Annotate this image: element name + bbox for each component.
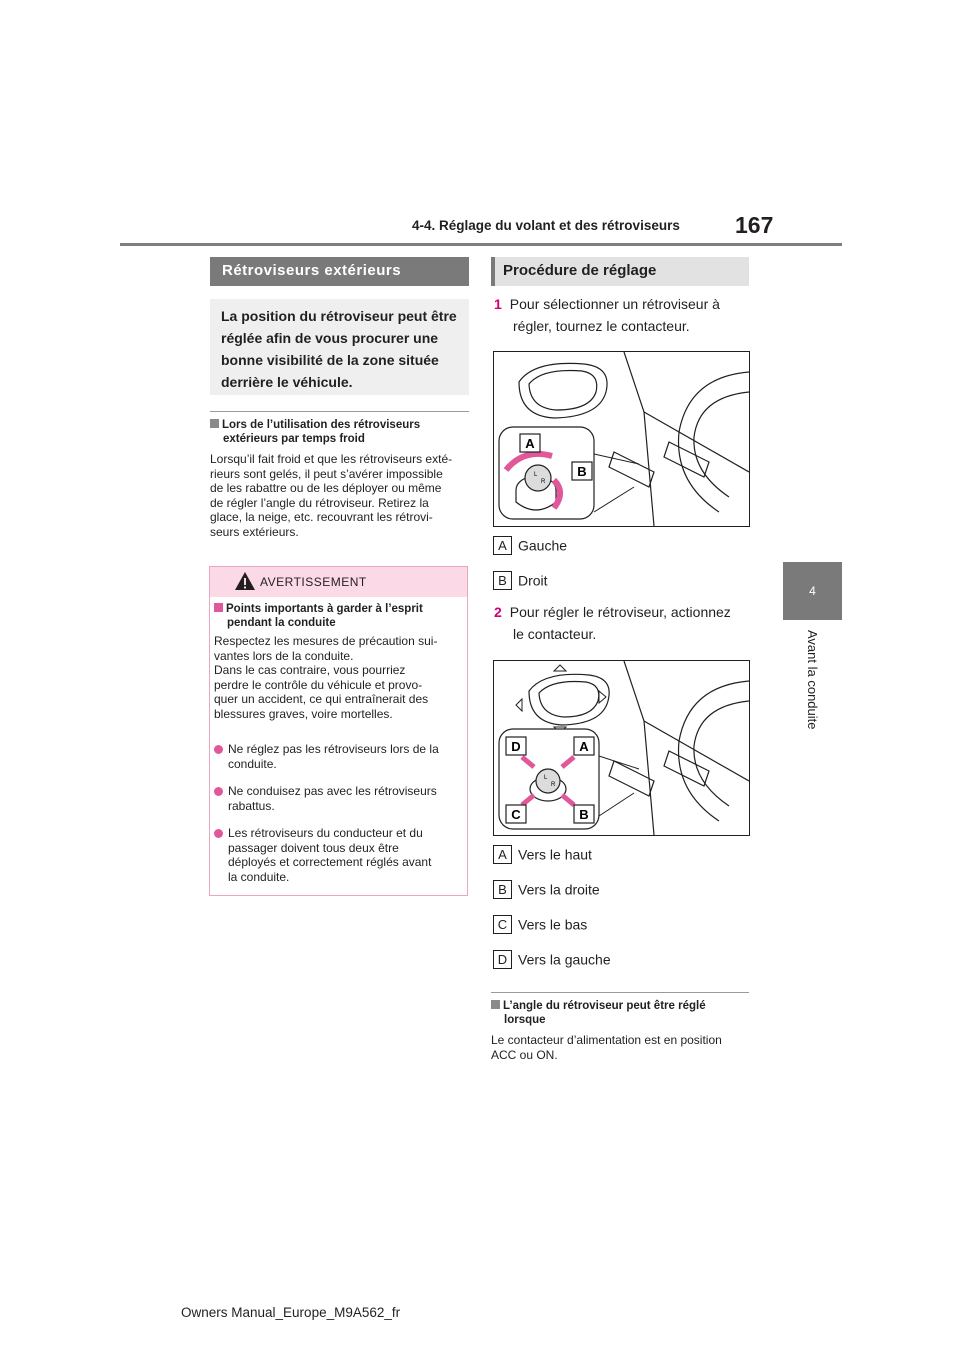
mirror-select-illustration xyxy=(493,351,750,527)
intro-box xyxy=(210,299,469,395)
switch-R-mark: R xyxy=(541,479,546,485)
intro-text: La position du rétroviseur peut être réglée afin de vous procurer une bonne visibilité de la zone située derrière le véhicule. xyxy=(221,308,457,390)
warning-header xyxy=(210,567,467,597)
angle-note-text: Le contacteur d’alimentation est en position ACC ou ON. xyxy=(491,1033,722,1062)
legend-item-B: B Vers la droite xyxy=(493,880,600,899)
square-bullet-icon xyxy=(210,419,219,428)
label-C: C xyxy=(511,807,521,822)
warning-bullet: Ne conduisez pas avec les rétroviseurs rabattus. xyxy=(214,784,464,813)
divider xyxy=(210,411,469,412)
mirror-adjust-diagram xyxy=(494,661,749,835)
legend-item-A: A Gauche xyxy=(493,536,567,555)
warning-subtitle: Points importants à garder à l’esprit pendant la conduite xyxy=(214,602,464,630)
bullet-dot-icon xyxy=(214,787,223,796)
switch-L-mark: L xyxy=(544,775,548,781)
label-A: A xyxy=(525,436,535,451)
square-bullet-icon xyxy=(214,603,223,612)
section-title: 4-4. Réglage du volant et des rétroviseurs xyxy=(412,218,680,233)
step-1: 1 Pour sélectionner un rétroviseur à régler, tournez le contacteur. xyxy=(494,296,720,334)
mirrors-heading-text: Rétroviseurs extérieurs xyxy=(222,262,402,279)
warning-bullet: Les rétroviseurs du conducteur et du passager doivent tous deux être déployés et correctement réglés avant la conduite. xyxy=(214,826,464,884)
warning-box xyxy=(209,566,468,896)
mirrors-heading xyxy=(210,257,469,286)
warning-text: Respectez les mesures de précaution sui- vantes lors de la conduite. Dans le cas contraire, vous pourriez perdre le contrôle du véhicule et provo- quer un accident, ce qui entraînerait des blessures graves, voire mortelles. xyxy=(214,634,438,721)
step-2: 2 Pour régler le rétroviseur, actionnez le contacteur. xyxy=(494,604,731,642)
legend-item-A: A Vers le haut xyxy=(493,845,592,864)
legend-item-B: B Droit xyxy=(493,571,548,590)
header-divider xyxy=(120,243,842,246)
legend-item-C: C Vers le bas xyxy=(493,915,587,934)
warning-bullet: Ne réglez pas les rétroviseurs lors de la conduite. xyxy=(214,742,464,771)
divider xyxy=(491,992,749,993)
chapter-tab: 4 xyxy=(783,562,842,620)
chapter-label: Avant la conduite xyxy=(805,630,820,730)
label-B: B xyxy=(579,807,589,822)
footer-text: Owners Manual_Europe_M9A562_fr xyxy=(181,1305,401,1320)
mirror-adjust-illustration xyxy=(493,660,750,836)
switch-R-mark: R xyxy=(551,782,556,788)
bullet-dot-icon xyxy=(214,745,223,754)
cold-weather-text: Lorsqu’il fait froid et que les rétroviseurs exté- rieurs sont gelés, il peut s’avérer impossible de les rabattre ou de les déployer ou même de régler l’angle du rétroviseur. Retirez la glace, la neige, etc. recouvrant les rétrovi- seurs extérieurs. xyxy=(210,452,453,539)
warning-label: AVERTISSEMENT xyxy=(260,575,367,589)
legend-item-D: D Vers la gauche xyxy=(493,950,611,969)
cold-weather-heading: Lors de l’utilisation des rétroviseurs extérieurs par temps froid xyxy=(210,418,469,446)
label-B: B xyxy=(577,464,587,479)
warning-triangle-icon xyxy=(234,571,256,591)
procedure-heading xyxy=(491,257,749,286)
angle-note-heading: L’angle du rétroviseur peut être réglé lorsque xyxy=(491,999,749,1027)
page-number: 167 xyxy=(735,212,774,238)
mirror-switch-diagram xyxy=(494,352,749,526)
switch-L-mark: L xyxy=(534,472,538,478)
label-D: D xyxy=(511,739,521,754)
square-bullet-icon xyxy=(491,1000,500,1009)
procedure-heading-text: Procédure de réglage xyxy=(503,262,657,279)
bullet-dot-icon xyxy=(214,829,223,838)
label-A: A xyxy=(579,739,589,754)
